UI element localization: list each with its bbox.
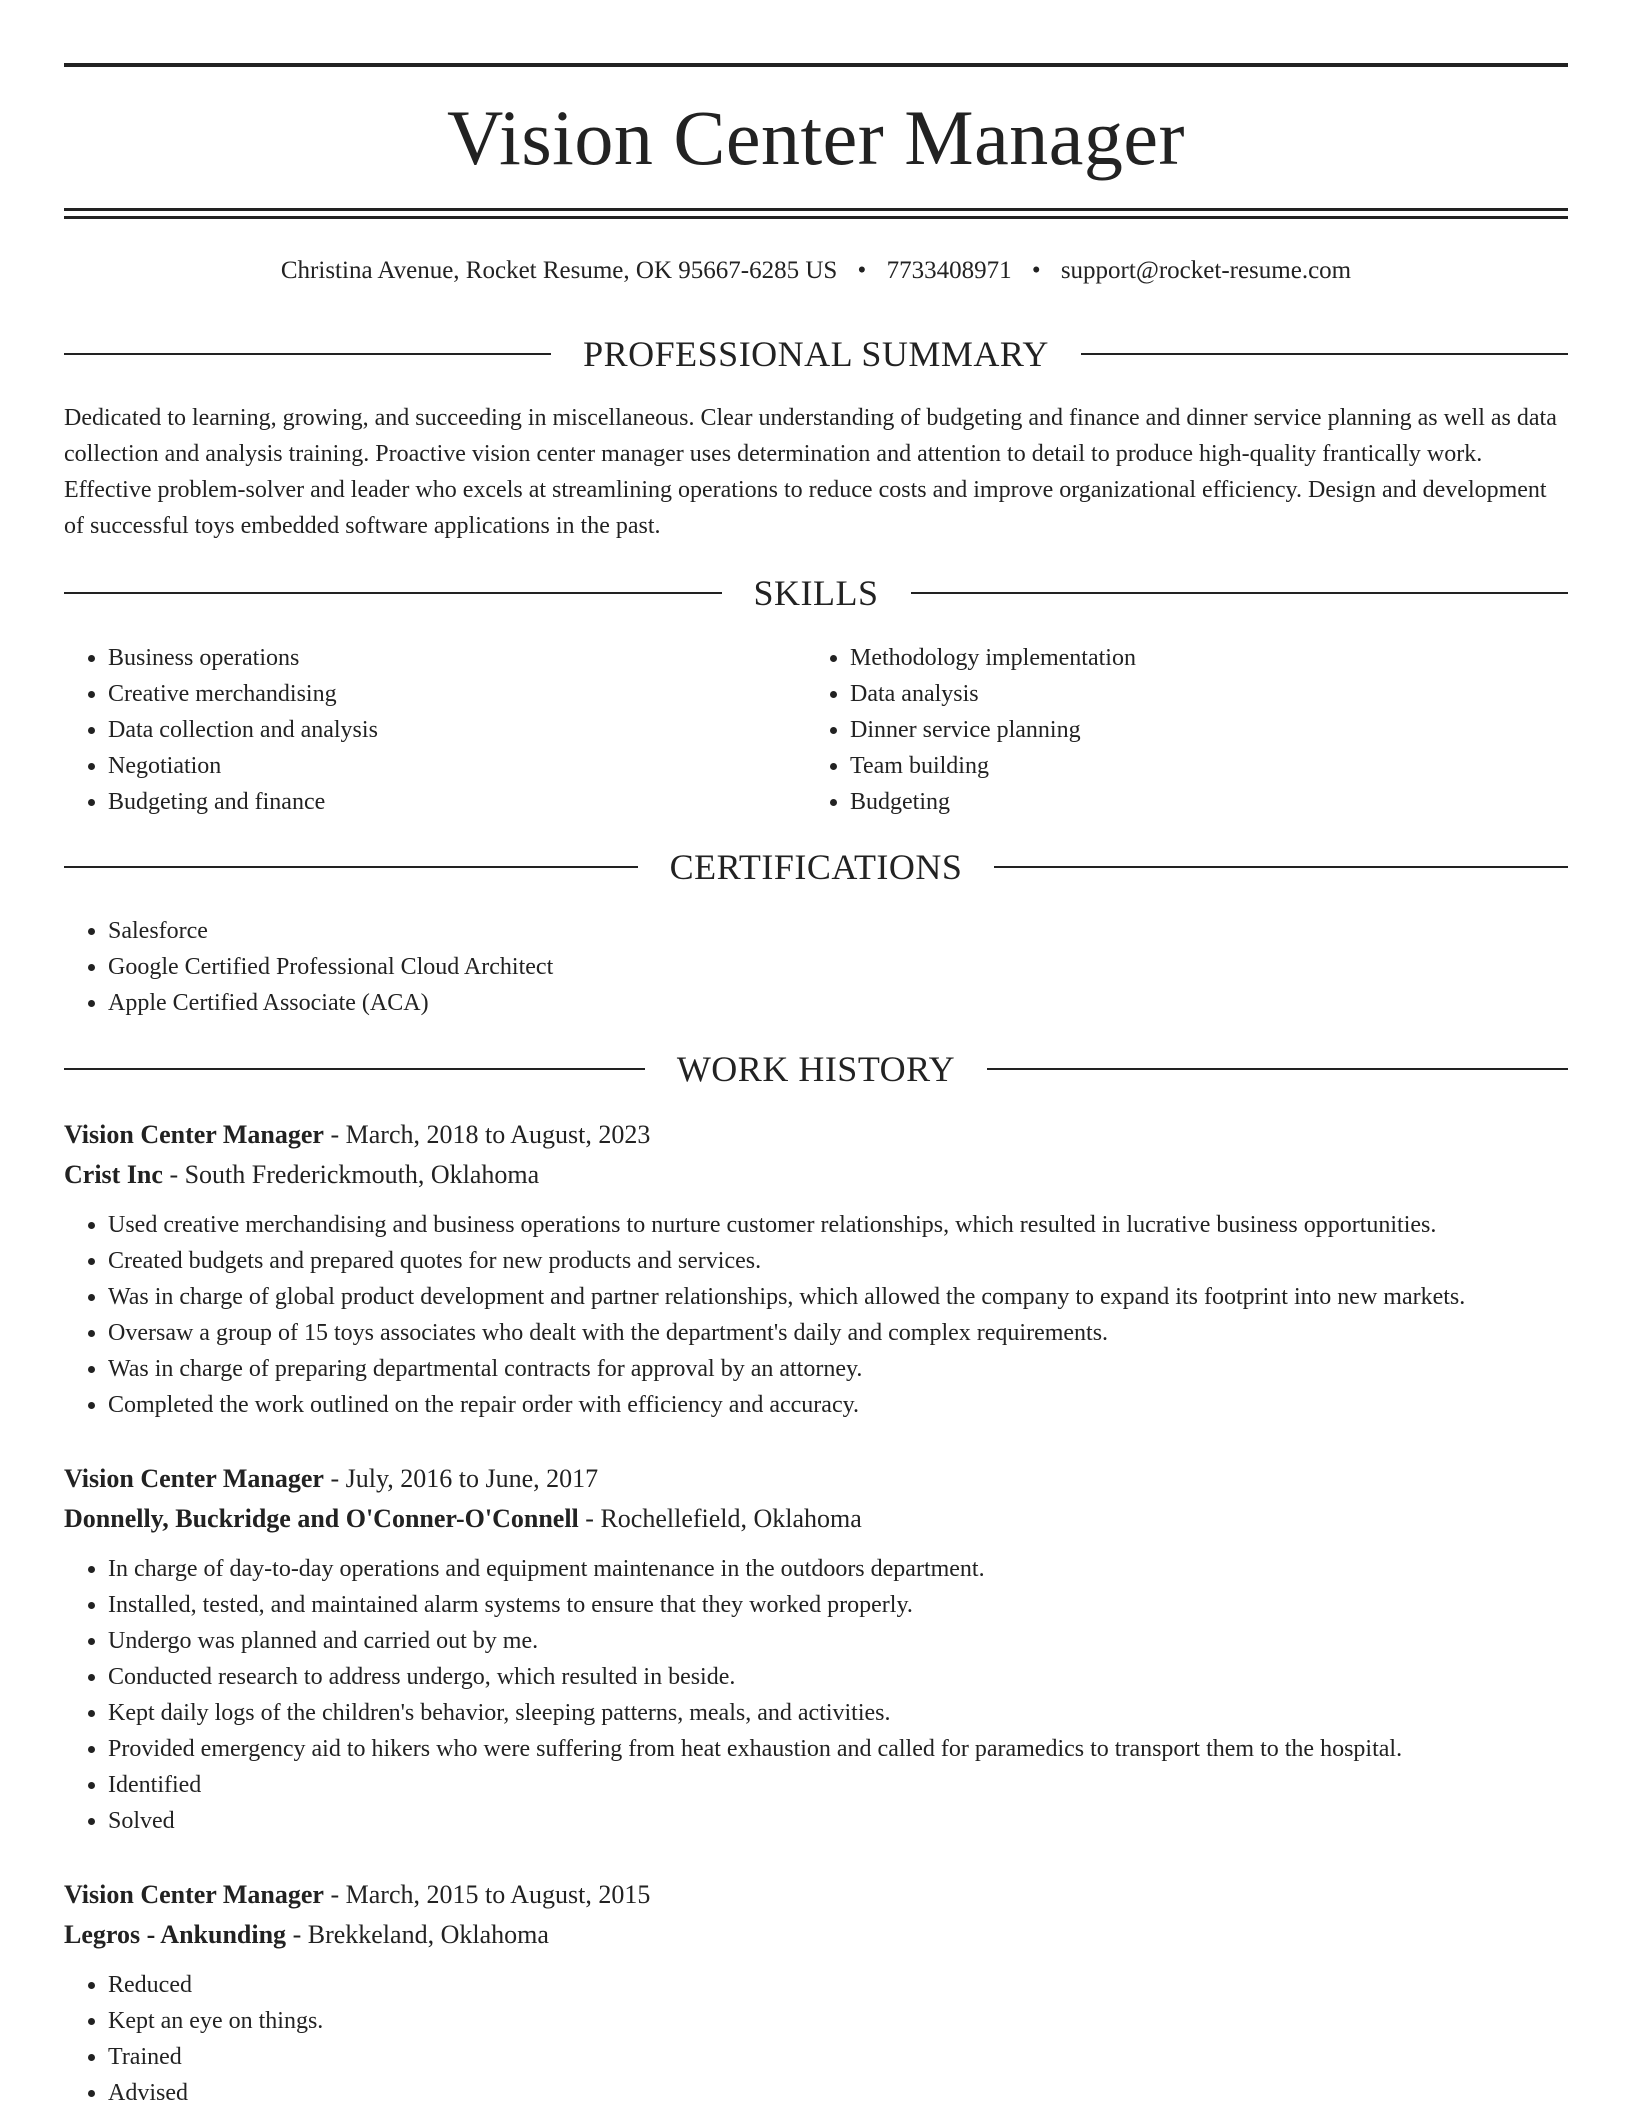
job-company-line (64, 1499, 1568, 1539)
job-duty: • Trained (108, 2039, 1568, 2075)
job-title: Vision Center Manager (64, 1120, 324, 1149)
job-title: Vision Center Manager (64, 1464, 324, 1493)
job-duty: • Identified (108, 1767, 1568, 1803)
heading-rule (1081, 353, 1568, 355)
job-duty: • Conducted research to address undergo, which resulted in beside. (108, 1659, 1568, 1695)
job-company: Donnelly, Buckridge and O'Conner-O'Connell (64, 1504, 579, 1533)
heading-rule (64, 1068, 645, 1070)
section-heading-skills (64, 573, 1568, 613)
certification-item: • Google Certified Professional Cloud Architect (108, 949, 1464, 985)
skill-item: • Creative merchandising (108, 676, 764, 712)
job-duty: • Was in charge of preparing departmental contracts for approval by an attorney. (108, 1351, 1568, 1387)
section-title: CERTIFICATIONS (669, 847, 963, 887)
contact-email: support@rocket-resume.com (1060, 257, 1352, 284)
title-divider-upper (64, 208, 1568, 211)
heading-rule (987, 1068, 1568, 1070)
job-duty: • In charge of day-to-day operations and equipment maintenance in the outdoors department. (108, 1551, 1568, 1587)
skill-item: • Data analysis (850, 676, 1506, 712)
job-duty: • Oversaw a group of 15 toys associates who dealt with the department's daily and complex requirements. (108, 1315, 1568, 1351)
job-title-line (64, 1115, 1568, 1155)
heading-rule (64, 866, 638, 868)
heading-rule (64, 353, 551, 355)
job-entry (64, 1875, 1568, 2111)
job-title: Vision Center Manager (64, 1880, 324, 1909)
job-duties (64, 1967, 1568, 2111)
job-duty: • Reduced (108, 1967, 1568, 2003)
skills-column-right (806, 640, 1506, 820)
job-duty: • Kept an eye on things. (108, 2003, 1568, 2039)
heading-rule (994, 866, 1568, 868)
skill-item: • Negotiation (108, 748, 764, 784)
job-company-line (64, 1155, 1568, 1195)
job-duties (64, 1551, 1568, 1839)
job-location: - South Frederickmouth, Oklahoma (162, 1160, 540, 1189)
skill-item: • Business operations (108, 640, 764, 676)
job-entry (64, 1459, 1568, 1839)
skill-item: • Data collection and analysis (108, 712, 764, 748)
job-duty: • Completed the work outlined on the repair order with efficiency and accuracy. (108, 1387, 1568, 1423)
top-divider (64, 63, 1568, 67)
resume-title: Vision Center Manager (447, 94, 1185, 181)
skill-item: • Methodology implementation (850, 640, 1506, 676)
title-divider-lower (64, 216, 1568, 219)
job-duty: • Advised (108, 2075, 1568, 2111)
job-duties (64, 1207, 1568, 1423)
section-heading-certifications (64, 847, 1568, 887)
heading-rule (64, 592, 722, 594)
skill-item: • Budgeting and finance (108, 784, 764, 820)
job-title-line (64, 1459, 1568, 1499)
section-title: PROFESSIONAL SUMMARY (583, 334, 1049, 374)
certification-item: • Apple Certified Associate (ACA) (108, 985, 1464, 1021)
job-dates: - March, 2018 to August, 2023 (323, 1120, 651, 1149)
job-dates: - July, 2016 to June, 2017 (323, 1464, 599, 1493)
contact-phone: 7733408971 (886, 257, 1012, 284)
job-company: Crist Inc (64, 1160, 163, 1189)
contact-separator: • (857, 257, 867, 284)
contact-address: Christina Avenue, Rocket Resume, OK 95667-6285 US (280, 257, 838, 284)
heading-rule (911, 592, 1569, 594)
section-heading-work-history (64, 1049, 1568, 1089)
job-location: - Rochellefield, Oklahoma (578, 1504, 862, 1533)
job-company: Legros - Ankunding (64, 1920, 287, 1949)
job-duty: • Used creative merchandising and business operations to nurture customer relationships, which resulted in lucrative business opportunities. (108, 1207, 1568, 1243)
skill-item: • Team building (850, 748, 1506, 784)
job-location: - Brekkeland, Oklahoma (286, 1920, 549, 1949)
section-title: WORK HISTORY (676, 1049, 956, 1089)
job-duty: • Provided emergency aid to hikers who were suffering from heat exhaustion and called for paramedics to transport them to the hospital. (108, 1731, 1568, 1767)
skill-item: • Budgeting (850, 784, 1506, 820)
contact-line (64, 255, 1568, 287)
certification-item: • Salesforce (108, 913, 1464, 949)
job-duty: • Installed, tested, and maintained alarm systems to ensure that they worked properly. (108, 1587, 1568, 1623)
job-duty: • Was in charge of global product development and partner relationships, which allowed the company to expand its footprint into new markets. (108, 1279, 1568, 1315)
certifications-list (64, 913, 1464, 1021)
job-duty: • Solved (108, 1803, 1568, 1839)
job-title-line (64, 1875, 1568, 1915)
contact-separator: • (1031, 257, 1041, 284)
summary-text: Dedicated to learning, growing, and succeeding in miscellaneous. Clear understanding of budgeting and finance and dinner service planning as well as data collection and analysis training. Proactive vision center manager uses determination and attention to detail to produce high-quality frantically work. Effective problem-solver and leader who excels at streamlining operations to reduce costs and improve organizational efficiency. Design and development of successful toys embedded software applications in the past. (64, 405, 1557, 539)
job-company-line (64, 1915, 1568, 1955)
skills-column-left (64, 640, 764, 820)
section-heading-summary (64, 334, 1568, 374)
job-duty: • Undergo was planned and carried out by me. (108, 1623, 1568, 1659)
skill-item: • Dinner service planning (850, 712, 1506, 748)
job-entry (64, 1115, 1568, 1423)
job-duty: • Kept daily logs of the children's behavior, sleeping patterns, meals, and activities. (108, 1695, 1568, 1731)
job-duty: • Created budgets and prepared quotes for new products and services. (108, 1243, 1568, 1279)
section-title: SKILLS (753, 573, 879, 613)
job-dates: - March, 2015 to August, 2015 (323, 1880, 651, 1909)
